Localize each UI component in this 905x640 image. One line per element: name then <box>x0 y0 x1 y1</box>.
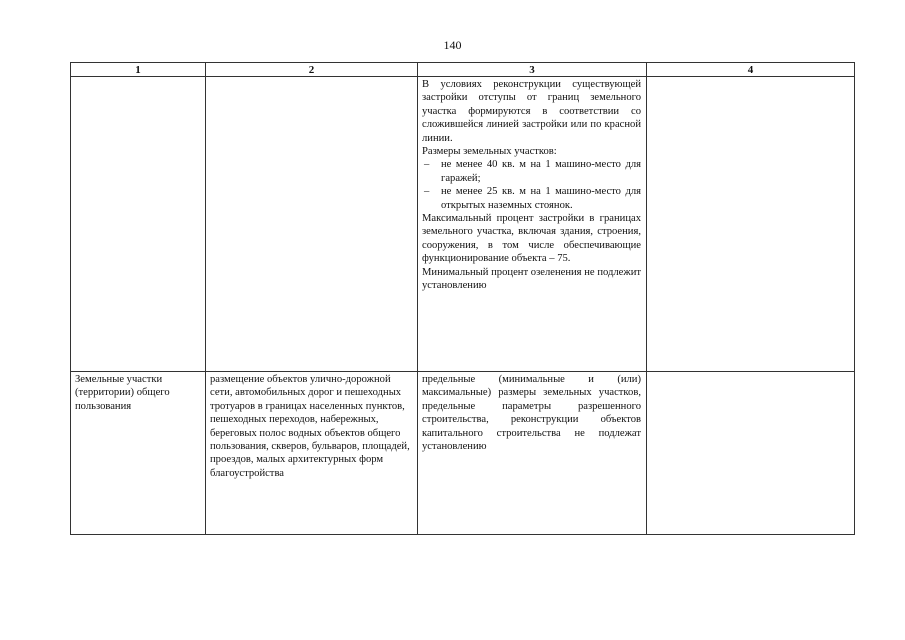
column-header-4: 4 <box>647 63 855 77</box>
column-header-3: 3 <box>418 63 647 77</box>
setback-paragraph: В условиях реконструкции существующей застройки отступы от границ земельного участка формируются в соответствии со сложившейся линией застройки или по красной линии. <box>422 79 641 144</box>
regulation-table <box>70 62 855 535</box>
sizes-list <box>422 158 641 212</box>
list-item <box>422 158 641 185</box>
row1-col1-cell <box>71 77 206 372</box>
sizes-title: Размеры земельных участков: <box>422 146 557 158</box>
row1-col3-cell <box>418 77 647 372</box>
list-item <box>422 185 641 212</box>
column-header-2: 2 <box>206 63 418 77</box>
row1-col4-cell <box>647 77 855 372</box>
dash-marker: – <box>424 186 430 198</box>
row1-col2-cell <box>206 77 418 372</box>
column-header-1: 1 <box>71 63 206 77</box>
min-greening-paragraph: Минимальный процент озеленения не подлежит установлению <box>422 266 641 292</box>
row2-col3-cell: предельные (минимальные и (или) максимальные) размеры земельных участков, предельные параметры разрешенного строительства, реконструкции объектов капитального строительства не подлежат установлению <box>418 372 647 535</box>
row2-col1-cell: Земельные участки (территории) общего пользования <box>71 372 206 535</box>
row2-col2-cell: размещение объектов улично-дорожной сети, автомобильных дорог и пешеходных тротуаров в границах населенных пунктов, пешеходных переходов, набережных, береговых полос водных объектов общего пользования, скверов, бульваров, площадей, проездов, малых архитектурных форм благоустройства <box>206 372 418 535</box>
table-header-row <box>71 63 855 77</box>
table-row <box>71 77 855 372</box>
max-coverage-paragraph: Максимальный процент застройки в границах земельного участка, включая здания, строения, сооружения, в том числе обеспечивающие функционирование объекта – 75. <box>422 213 641 265</box>
list-item-text: не менее 25 кв. м на 1 машино-место для открытых наземных стоянок. <box>441 186 641 211</box>
page-number: 140 <box>443 38 462 52</box>
row2-col4-cell <box>647 372 855 535</box>
dash-marker: – <box>424 159 430 171</box>
table-row <box>71 372 855 535</box>
list-item-text: не менее 40 кв. м на 1 машино-место для гаражей; <box>441 159 641 184</box>
